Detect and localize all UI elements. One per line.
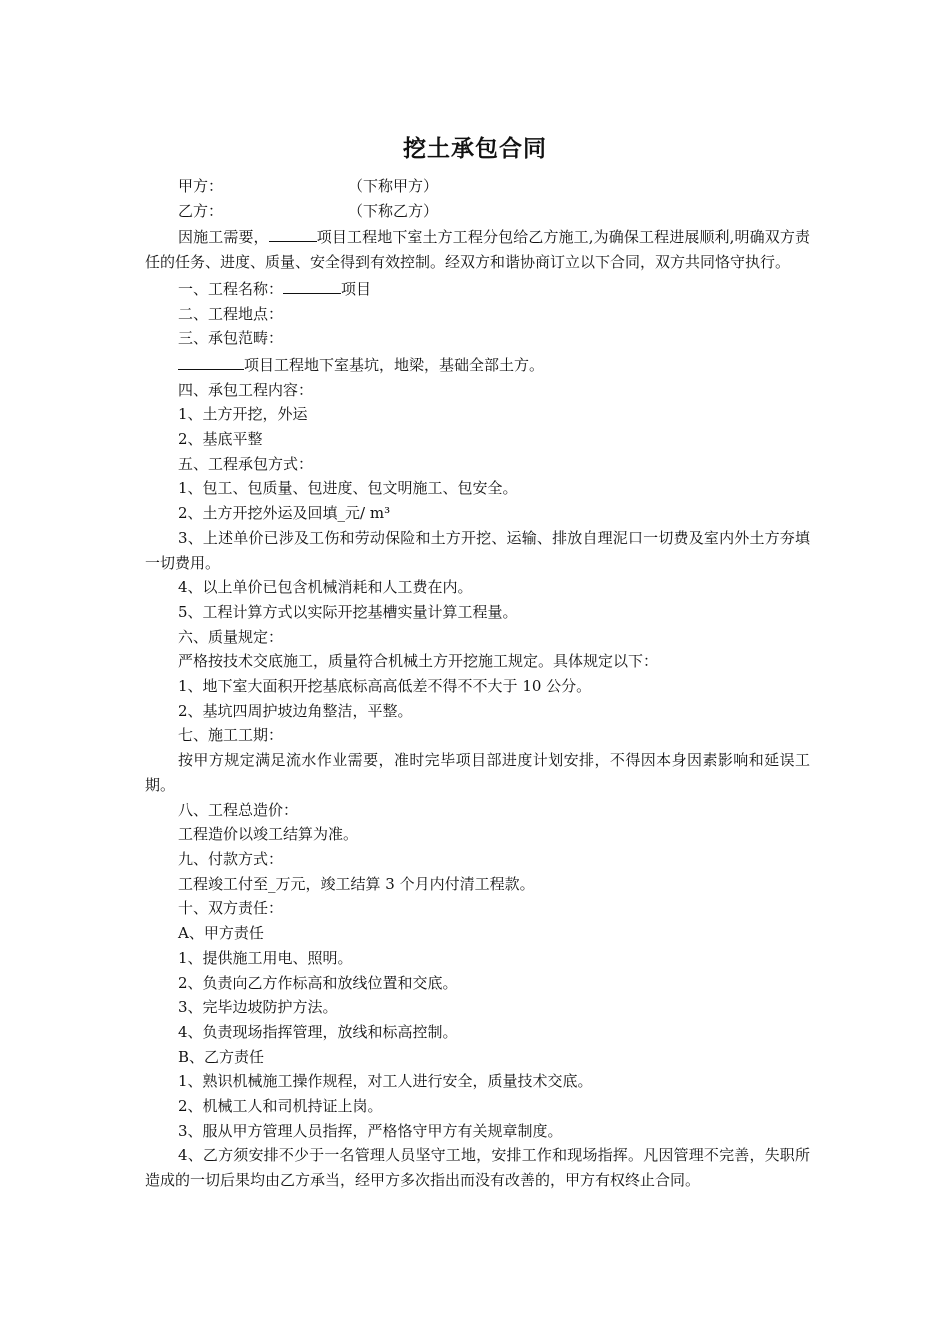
- intro-paragraph: [145, 223, 810, 274]
- party-a-duties-heading: A、甲方责任: [178, 924, 264, 943]
- section-4-item-1: 1、土方开挖，外运: [178, 405, 308, 424]
- party-a-line: [145, 174, 810, 199]
- section-1-heading: 一、工程名称： 项目: [145, 275, 810, 302]
- section-9-text: 工程竣工付至_万元，竣工结算 3 个月内付清工程款。: [178, 874, 535, 893]
- section-5-item-4: 4、以上单价已包含机械消耗和人工费在内。: [178, 578, 473, 597]
- project-name-blank-3: [178, 351, 244, 370]
- section-5-item-1: 1、包工、包质量、包进度、包文明施工、包安全。: [178, 479, 518, 498]
- document-body: [145, 174, 810, 1193]
- section-9-heading: 九、付款方式：: [178, 849, 284, 868]
- intro-post: 项目工程地下室土方工程分包给乙方施工,为确保工程进展顺利,明确双方责任的任务、进度、质量、安全得到有效控制。经双方和谐协商订立以下合同，双方共同恪守执行。: [145, 228, 810, 272]
- party-a-duty-4: 4、负责现场指挥管理，放线和标高控制。: [178, 1022, 458, 1041]
- section-4-item-2: 2、基底平整: [178, 430, 263, 449]
- section-8-text: 工程造价以竣工结算为准。: [178, 825, 359, 844]
- section-5-heading: 五、工程承包方式：: [178, 454, 314, 473]
- party-b-alias: （下称乙方）: [348, 201, 439, 220]
- section-1-suffix: 项目: [341, 279, 372, 298]
- party-a-duty-2: 2、负责向乙方作标高和放线位置和交底。: [178, 973, 458, 992]
- intro-pre: 因施工需要，: [178, 228, 269, 247]
- section-6-text: 严格按技术交底施工，质量符合机械土方开挖施工规定。具体规定以下：: [178, 652, 659, 671]
- party-a-duty-3: 3、完毕边坡防护方法。: [178, 998, 338, 1017]
- party-a-alias: （下称甲方）: [348, 177, 439, 195]
- party-b-duty-2: 2、机械工人和司机持证上岗。: [178, 1097, 383, 1116]
- section-5-item-2: 2、土方开挖外运及回填_元/ m³: [178, 504, 391, 523]
- party-b-duties-heading: B、乙方责任: [178, 1047, 265, 1066]
- party-a-duty-1: 1、提供施工用电、照明。: [178, 948, 353, 967]
- section-5-item-3: 3、上述单价已涉及工伤和劳动保险和土方开挖、运输、排放自理泥口一切费及室内外土方夯填一切费用。: [145, 528, 810, 572]
- section-7-heading: 七、施工工期：: [178, 726, 284, 745]
- party-b-line: [145, 199, 810, 224]
- section-2-heading: 二、工程地点：: [178, 304, 284, 323]
- project-name-blank-2: [283, 275, 341, 294]
- section-8-heading: 八、工程总造价：: [178, 800, 299, 819]
- section-3-text: [145, 351, 810, 378]
- section-6-item-2: 2、基坑四周护坡边角整洁，平整。: [178, 701, 413, 720]
- document-title: 挖土承包合同: [403, 135, 547, 162]
- section-3-scope: 项目工程地下室基坑，地梁，基础全部土方。: [244, 355, 545, 374]
- project-name-blank: [269, 223, 317, 242]
- section-7-text: 按甲方规定满足流水作业需要，准时完毕项目部进度计划安排，不得因本身因素影响和延误工期。: [145, 751, 810, 794]
- party-a-label: 甲方：: [178, 177, 224, 195]
- section-6-item-1: 1、地下室大面积开挖基底标高高低差不得不不大于 10 公分。: [178, 677, 592, 696]
- section-4-heading: 四、承包工程内容：: [178, 380, 314, 399]
- party-b-duty-1: 1、熟识机械施工操作规程，对工人进行安全，质量技术交底。: [178, 1072, 593, 1091]
- section-5-item-5: 5、工程计算方式以实际开挖基槽实量计算工程量。: [178, 602, 518, 621]
- section-1-label: 一、工程名称: [178, 279, 269, 298]
- party-b-duty-4: 4、乙方须安排不少于一名管理人员坚守工地，安排工作和现场指挥。凡因管理不完善，失职所造成的一切后果均由乙方承当，经甲方多次指出而没有改善的，甲方有权终止合同。: [145, 1146, 810, 1190]
- section-6-heading: 六、质量规定：: [178, 627, 284, 646]
- section-3-heading: 三、承包范畴：: [178, 329, 284, 348]
- section-10-heading: 十、双方责任：: [178, 899, 284, 918]
- party-b-duty-3: 3、服从甲方管理人员指挥，严格恪守甲方有关规章制度。: [178, 1121, 563, 1140]
- party-b-label: 乙方：: [178, 201, 224, 220]
